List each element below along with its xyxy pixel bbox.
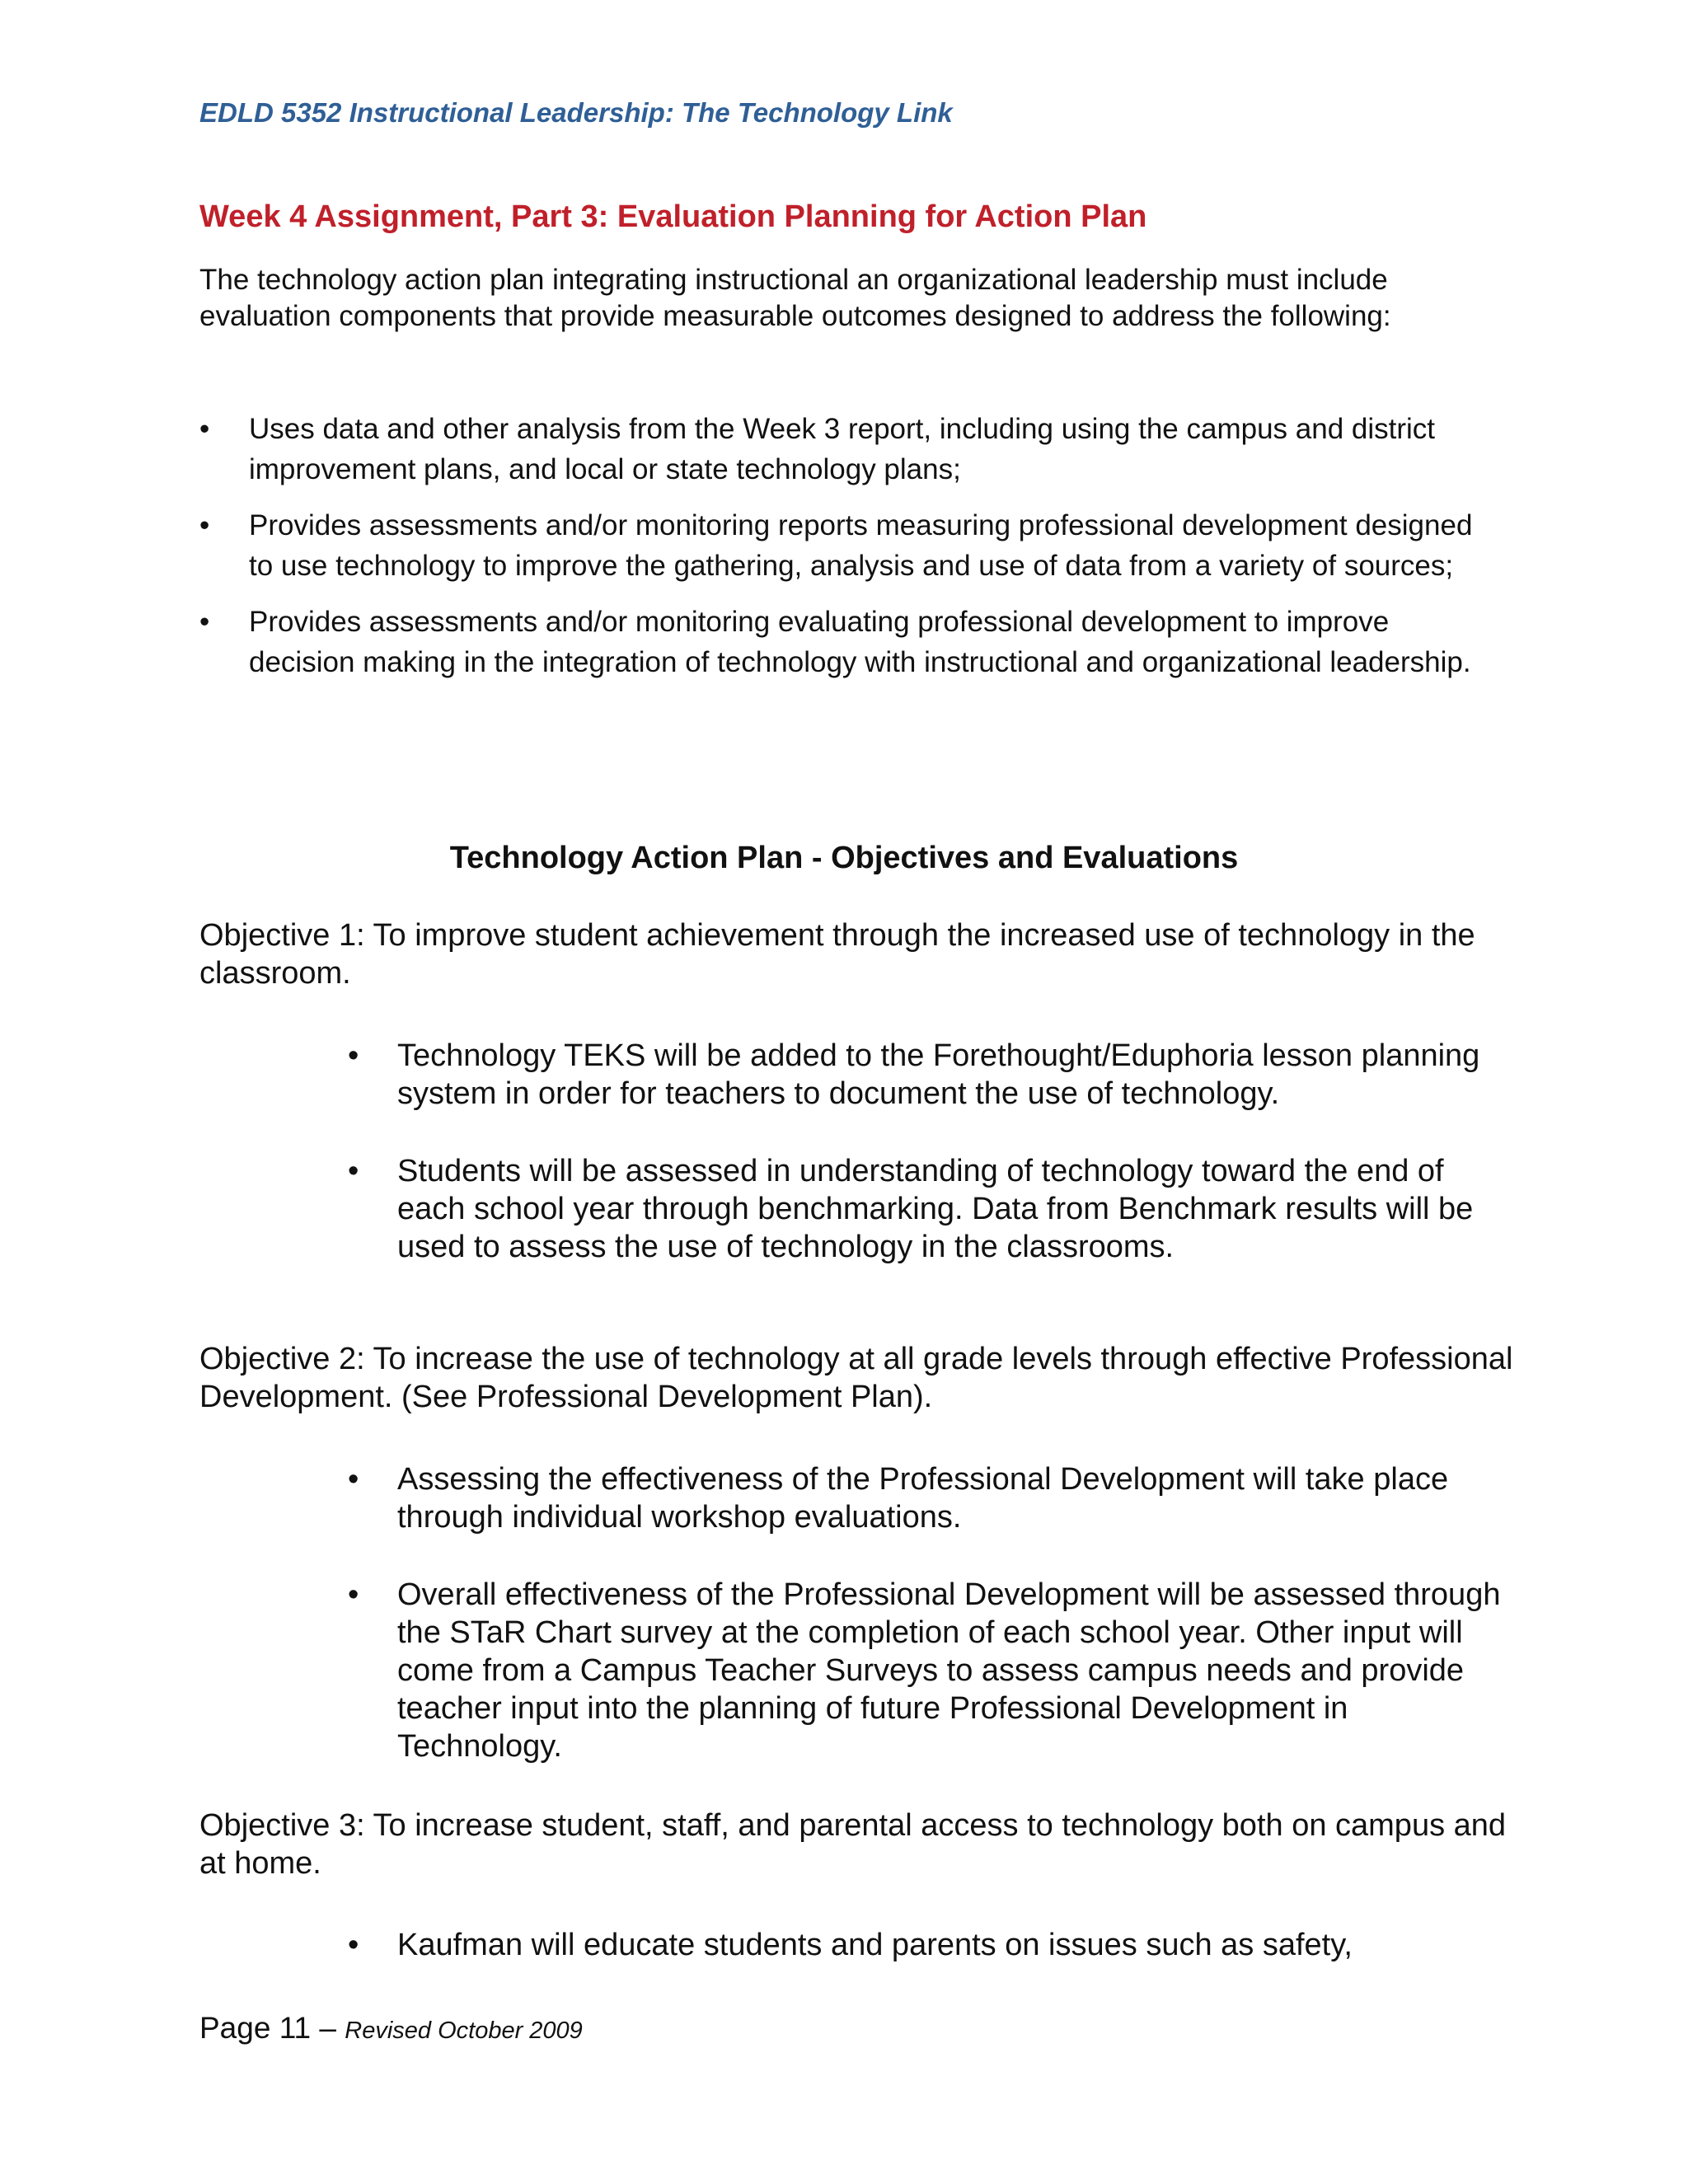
objective-2-evaluations: [348, 1460, 1502, 1805]
requirements-list: [199, 409, 1502, 698]
page-footer: [199, 2011, 583, 2046]
evaluation-item: • Overall effectiveness of the Professional Development will be assessed through the STaR Chart survey at the completion of each school year. Other input will come from a Campus Teacher Surveys to assess campus needs and provide teacher input into the planning of future Professional Development in Technology.: [348, 1576, 1502, 1765]
page-number: Page 11 –: [199, 2011, 336, 2045]
assignment-intro: The technology action plan integrating instructional an organizational leadership must include evaluation components that provide measurable outcomes designed to address the following:: [199, 264, 1391, 332]
objective-3: Objective 3: To increase student, staff, and parental access to technology both on campus and at home.: [199, 1808, 1507, 1881]
evaluation-item: • Assessing the effectiveness of the Professional Development will take place through individual workshop evaluations.: [348, 1460, 1502, 1536]
assignment-heading: Week 4 Assignment, Part 3: Evaluation Planning for Action Plan: [199, 199, 1147, 234]
objective-1: Objective 1: To improve student achievement through the increased use of technology in the classroom.: [199, 918, 1475, 991]
objective-2: Objective 2: To increase the use of technology at all grade levels through effective Professional Development. (See Professional Development Plan).: [199, 1342, 1513, 1414]
evaluation-item: • Technology TEKS will be added to the Forethought/Eduphoria lesson planning system in order for teachers to document the use of technology.: [348, 1037, 1502, 1113]
objective-1-evaluations: [348, 1037, 1502, 1305]
requirement-item: • Uses data and other analysis from the Week 3 report, including using the campus and district improvement plans, and local or state technology plans;: [199, 409, 1502, 490]
objective-3-evaluations: [348, 1926, 1502, 2004]
evaluation-item: • Students will be assessed in understanding of technology toward the end of each school year through benchmarking. Data from Benchmark results will be used to assess the use of technology in the classrooms.: [348, 1152, 1502, 1266]
requirement-item: • Provides assessments and/or monitoring reports measuring professional development designed to use technology to improve the gathering, analysis and use of data from a variety of sources;: [199, 505, 1502, 586]
requirement-item: • Provides assessments and/or monitoring evaluating professional development to improve decision making in the integration of technology with instructional and organizational leadership.: [199, 602, 1502, 682]
course-title-header: EDLD 5352 Instructional Leadership: The Technology Link: [199, 97, 953, 128]
revision-date: Revised October 2009: [345, 2018, 583, 2044]
plan-title: Technology Action Plan - Objectives and Evaluations: [449, 841, 1239, 875]
evaluation-item: • Kaufman will educate students and parents on issues such as safety,: [348, 1926, 1502, 1964]
